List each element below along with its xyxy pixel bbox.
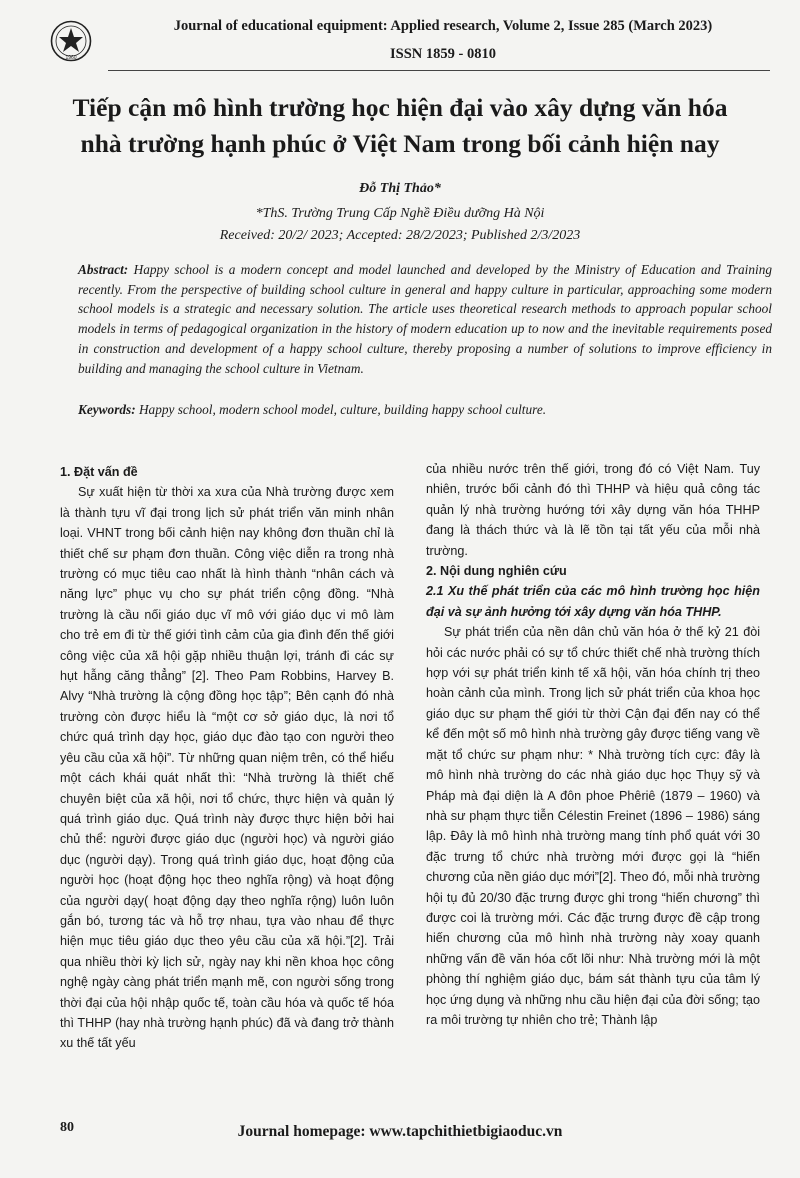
introduction-continuation: của nhiều nước trên thế giới, trong đó có Việt Nam. Tuy nhiên, trước bối cảnh đó thì THHP và hiệu quả công tác quản lý nhà trường hướng tới xây dựng văn hóa THHP đang là thách thức và là lẽ tồn tại tất yếu của mỗi nhà trường.: [426, 462, 760, 558]
section-heading-introduction: 1. Đặt vấn đề: [60, 465, 138, 479]
subsection-heading: 2.1 Xu thế phát triển của các mô hình trường học hiện đại và sự ảnh hưởng tới xây dựng văn hóa THHP.: [426, 584, 760, 619]
publication-dates: Received: 20/2/ 2023; Accepted: 28/2/2023; Published 2/3/2023: [219, 228, 581, 243]
abstract: [78, 260, 772, 378]
introduction-paragraph: Sự xuất hiện từ thời xa xưa của Nhà trường được xem là thành tựu vĩ đại trong lịch sử phát triển văn minh nhân loại. VHNT trong bối cảnh hiện nay không đơn thuần chỉ là thiết chế sư phạm đơn thuần. Công việc diễn ra trong nhà trường có mục tiêu cao nhất là hình thành “nhân cách và năng lực” phục vụ cho sự phát triển cộng đồng. “Nhà trường là cầu nối giáo dục vĩ mô với giáo dục vi mô làm cho trẻ em đi từ thế giới tình cảm của gia đình đến thế giới công việc của xã hội gặp nhiều thuận lợi, tránh đi các sự hụt hẫng căng thẳng” [2]. Theo Pam Robbins, Harvey B. Alvy “Nhà trường là cộng đồng học tập”; Bên cạnh đó nhà trường còn được hiểu là “một cơ sở giáo dục, là nơi tổ chức quá trình dạy học, giáo dục đào tạo con người theo yêu cầu của xã hội”. Từ những quan niệm trên, có thể hiểu một cách khái quát nhất thì: “Nhà trường là thiết chế chuyên biệt của xã hội, nơi tổ chức, thực hiện và quản lý quá trình giáo dục. Quá trình này được thực hiện bởi hai chủ thể: người được giáo dục (người học) và người giáo dục (người dạy). Trong quá trình giáo dục, hoạt động của người học (hoạt động học theo nghĩa rộng) và hoạt động của người dạy( hoạt động dạy theo nghĩa rộng) luôn luôn gắn bó, tương tác và hỗ trợ nhau, tựa vào nhau để thực hiện mục tiêu giáo dục theo yêu cầu của xã hội.”[2]. Trải qua nhiều thời kỳ lịch sử, ngày nay khi nền khoa học công nghệ ngày càng phát triển mạnh mẽ, con người sống trong thời đại của hội nhập quốc tế, toàn cầu hóa và quốc tế hóa thì THHP (hay nhà trường hạnh phúc) đã và đang trở thành xu thế tất yếu: [60, 485, 394, 1051]
keywords: [78, 400, 772, 420]
section-heading-content: 2. Nội dung nghiên cứu: [426, 564, 567, 579]
affiliation: *ThS. Trường Trung Cấp Nghề Điều dưỡng Hà Nội: [255, 206, 545, 221]
title-line-1: Tiếp cận mô hình trường học hiện đại vào xây dựng văn hóa: [72, 93, 728, 122]
journal-homepage: Journal homepage: www.tapchithietbigiaoduc.vn: [237, 1123, 563, 1140]
left-column: [60, 462, 394, 1054]
journal-header: Journal of educational equipment: Applied research, Volume 2, Issue 285 (March 2023): [173, 18, 713, 34]
article-title: [40, 90, 760, 162]
keywords-text: Happy school, modern school model, culture, building happy school culture.: [135, 402, 547, 417]
issn: ISSN 1859 - 0810: [390, 46, 496, 62]
keywords-label: Keywords:: [78, 402, 136, 417]
title-line-2: nhà trường hạnh phúc ở Việt Nam trong bối cảnh hiện nay: [80, 129, 720, 158]
right-column: [426, 459, 760, 1030]
abstract-label: Abstract:: [78, 262, 129, 277]
header-divider: [108, 70, 770, 71]
page-number: 80: [60, 1120, 74, 1135]
content-paragraph: Sự phát triển của nền dân chủ văn hóa ở thế kỷ 21 đòi hỏi các nước phải có sự tổ chức thiết chế nhà trường thích hợp với sự phát triển kinh tế xã hội, văn hóa chính trị theo hoàn cảnh của mình. Trong lịch sử phát triển của khoa học giáo dục sư phạm thế giới từ thời Cận đại đến nay có thể kể đến một số mô hình nhà trường gây được tiếng vang về mặt tổ chức sư phạm như: * Nhà trường tích cực: đây là mô hình nhà trường do các nhà giáo dục học Thụy sỹ và Pháp mà đại diện là A đôn phoe Phêriê (1879 – 1960) và nhà sư phạm thực tiễn Célestin Freinet (1896 – 1986) sáng lập. Đây là mô hình nhà trường mang tính phổ quát với 30 đặc trưng tổ chức nhà trường mới được gọi là “hiến chương của nền giáo dục mới”[2]. Theo đó, mỗi nhà trường hội tụ đủ 20/30 đặc trưng được ghi trong “hiến chương” thì được coi là trường mới. Các đặc trưng được đề cập trong hiến chương của mô hình nhà trường này xoay quanh những vấn đề văn hóa cốt lõi như: Nhà trường mới là một phòng thí nghiệm giáo dục, bám sát thành tựu của tâm lý học ứng dụng và những nhu cầu hiện đại của đời sống; tạo ra môi trường tự nhiên cho trẻ; Thành lập: [426, 625, 760, 1027]
svg-text:1960: 1960: [65, 55, 77, 61]
abstract-text: Happy school is a modern concept and model launched and developed by the Ministry of Education and Training recently. From the perspective of building school culture in general and happy culture in particular, approaching some modern school models is a strategic and necessary solution. The article uses theoretical research methods to approach popular school models in terms of pedagogical organization in the history of modern education up to now and the inevitable requirements posed in construction and development of a happy school culture, thereby proposing a number of solutions to improve efficiency in building and managing the school culture in Vietnam.: [78, 262, 772, 376]
author: Đỗ Thị Thảo*: [359, 181, 441, 196]
journal-logo-icon: [50, 20, 92, 62]
